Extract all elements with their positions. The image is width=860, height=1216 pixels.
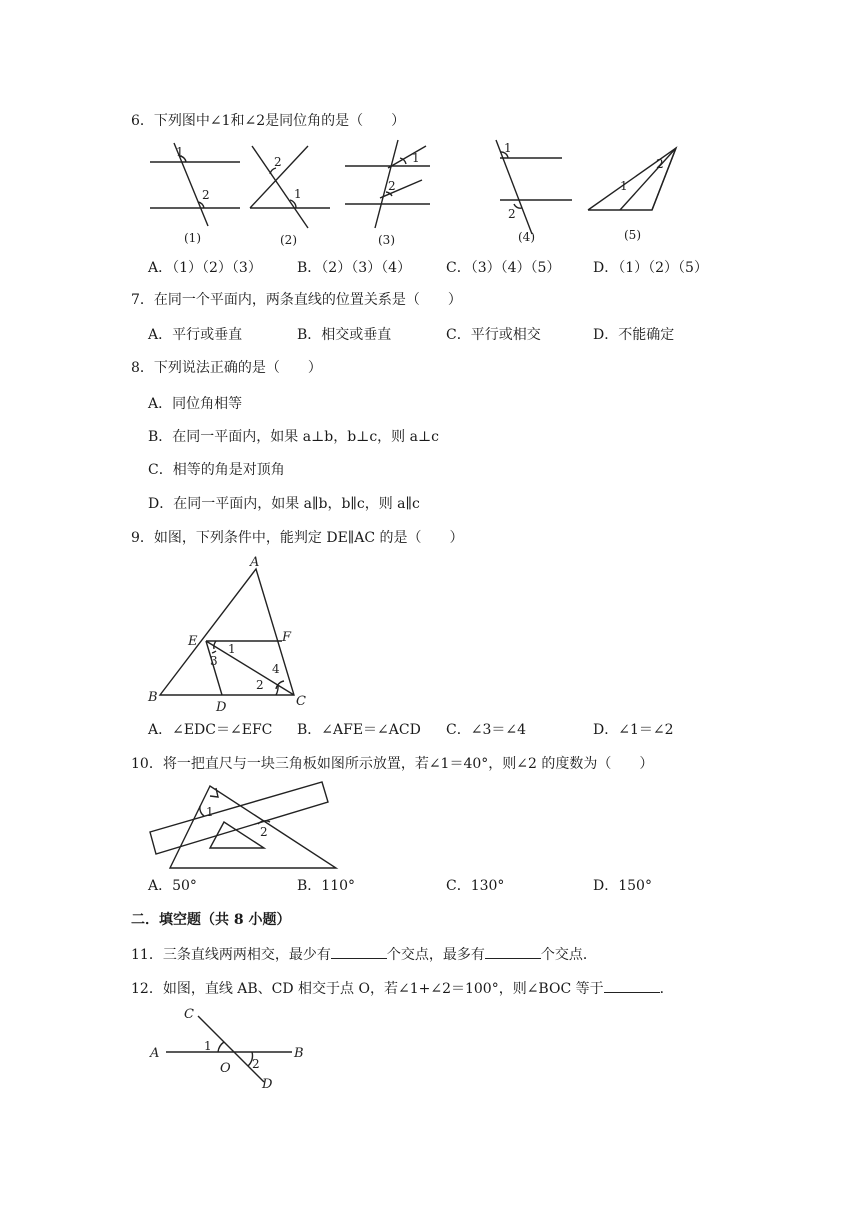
svg-text:1: 1 bbox=[294, 187, 302, 201]
q10-option-b: B．110° bbox=[297, 878, 356, 894]
svg-text:D: D bbox=[262, 1077, 273, 1092]
q10-option-d: D．150° bbox=[593, 878, 652, 894]
svg-text:1: 1 bbox=[206, 805, 214, 819]
svg-text:1: 1 bbox=[620, 179, 628, 193]
svg-text:1: 1 bbox=[204, 1039, 212, 1053]
q10-figure-ruler-triangle bbox=[146, 778, 346, 873]
fig-label-4: (4) bbox=[518, 230, 535, 244]
svg-text:1: 1 bbox=[228, 642, 236, 656]
q7-option-b: B．相交或垂直 bbox=[297, 327, 392, 343]
svg-text:3: 3 bbox=[210, 654, 218, 668]
q8-option-a: A．同位角相等 bbox=[148, 396, 243, 412]
svg-text:B: B bbox=[294, 1046, 304, 1061]
svg-text:2: 2 bbox=[252, 1057, 260, 1071]
q7-option-a: A．平行或垂直 bbox=[148, 327, 243, 343]
q12-text-after: ． bbox=[659, 981, 674, 997]
svg-text:2: 2 bbox=[202, 188, 210, 202]
svg-text:B: B bbox=[148, 690, 158, 705]
q11-blank-max[interactable] bbox=[485, 944, 541, 959]
svg-text:2: 2 bbox=[656, 157, 664, 171]
q10-option-c: C．130° bbox=[446, 878, 505, 894]
svg-text:A: A bbox=[150, 1046, 160, 1061]
q11-text-before: 11．三条直线两两相交，最少有 bbox=[131, 947, 331, 963]
q12-text-before: 12．如图，直线 AB、CD 相交于点 O，若∠1+∠2＝100°，则∠BOC 等于 bbox=[131, 981, 604, 997]
q10-option-a: A．50° bbox=[148, 878, 197, 894]
svg-text:2: 2 bbox=[274, 155, 282, 169]
svg-text:F: F bbox=[282, 630, 292, 645]
fig-label-5: (5) bbox=[624, 228, 641, 242]
q7-stem: 7．在同一个平面内，两条直线的位置关系是（ ） bbox=[131, 292, 462, 308]
q8-option-c: C．相等的角是对顶角 bbox=[148, 462, 285, 478]
q10-stem: 10．将一把直尺与一块三角板如图所示放置，若∠1＝40°，则∠2 的度数为（ ） bbox=[131, 756, 654, 772]
q12-blank-angle[interactable] bbox=[604, 978, 660, 993]
q11-text-after: 个交点． bbox=[540, 947, 597, 963]
fig-label-1: (1) bbox=[184, 231, 201, 245]
q9-option-d: D．∠1＝∠2 bbox=[593, 722, 674, 738]
svg-text:1: 1 bbox=[176, 145, 184, 159]
fig-label-2: (2) bbox=[280, 233, 297, 247]
fig-label-3: (3) bbox=[378, 233, 395, 247]
q12-stem bbox=[131, 978, 674, 999]
q8-option-d: D．在同一平面内，如果 a∥b，b∥c，则 a∥c bbox=[148, 496, 420, 512]
q11-blank-min[interactable] bbox=[331, 944, 387, 959]
q6-stem: 6．下列图中∠1和∠2是同位角的是（ ） bbox=[131, 113, 406, 129]
svg-text:2: 2 bbox=[508, 207, 516, 221]
svg-text:D: D bbox=[216, 700, 227, 715]
q12-figure-intersecting-lines bbox=[146, 1006, 316, 1091]
q11-stem bbox=[131, 944, 597, 965]
q9-figure-triangle bbox=[144, 555, 314, 715]
svg-text:O: O bbox=[220, 1061, 231, 1076]
q6-option-a: A．（1）（2）（3） bbox=[148, 260, 262, 276]
q7-option-d: D．不能确定 bbox=[593, 327, 675, 343]
svg-text:E: E bbox=[188, 634, 198, 649]
q8-stem: 8．下列说法正确的是（ ） bbox=[131, 360, 322, 376]
svg-text:2: 2 bbox=[256, 678, 264, 692]
q8-option-b: B．在同一平面内，如果 a⊥b，b⊥c，则 a⊥c bbox=[148, 429, 439, 445]
q9-stem: 9．如图，下列条件中，能判定 DE∥AC 的是（ ） bbox=[131, 530, 464, 546]
section-title-fill-blank: 二．填空题（共 8 小题） bbox=[131, 912, 291, 928]
q6-option-d: D．（1）（2）（5） bbox=[593, 260, 708, 276]
svg-text:C: C bbox=[296, 694, 306, 709]
q9-option-b: B．∠AFE＝∠ACD bbox=[297, 722, 421, 738]
q7-option-c: C．平行或相交 bbox=[446, 327, 541, 343]
svg-text:1: 1 bbox=[504, 141, 512, 155]
q9-option-c: C．∠3＝∠4 bbox=[446, 722, 526, 738]
q6-option-c: C．（3）（4）（5） bbox=[446, 260, 561, 276]
q9-option-a: A．∠EDC＝∠EFC bbox=[148, 722, 273, 738]
svg-text:1: 1 bbox=[412, 151, 420, 165]
svg-text:2: 2 bbox=[260, 825, 268, 839]
svg-text:4: 4 bbox=[272, 662, 280, 676]
svg-text:2: 2 bbox=[388, 179, 396, 193]
q11-text-middle: 个交点，最多有 bbox=[386, 947, 485, 963]
q6-figures bbox=[140, 138, 700, 248]
q6-option-b: B．（2）（3）（4） bbox=[297, 260, 412, 276]
svg-text:C: C bbox=[184, 1007, 194, 1022]
svg-text:A: A bbox=[250, 555, 260, 570]
